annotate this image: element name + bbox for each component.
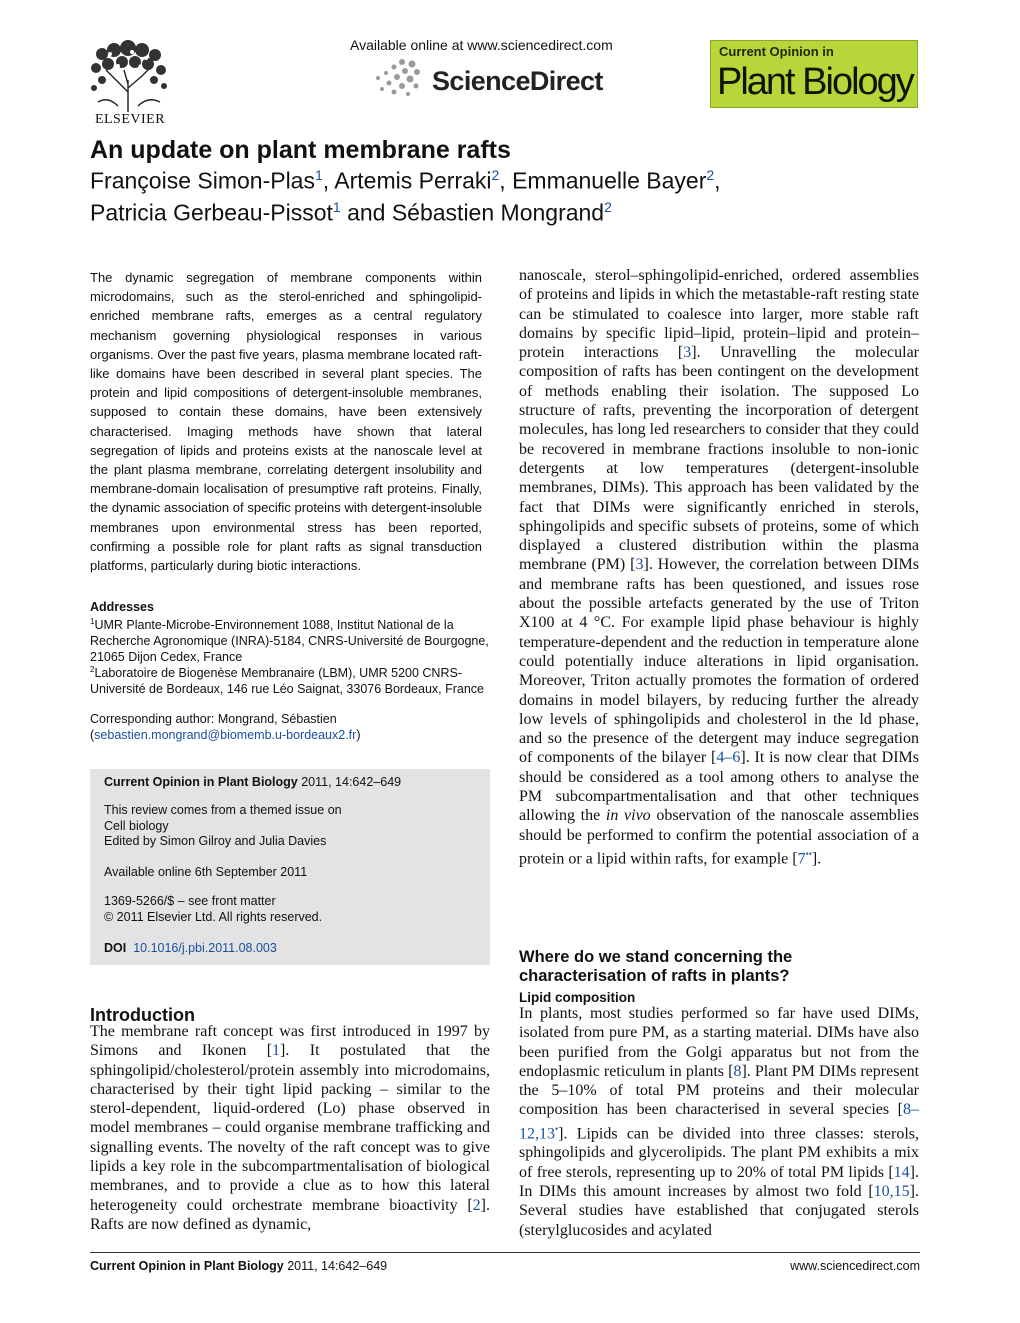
available-online-text[interactable]: Available online at www.sciencedirect.com	[350, 37, 613, 53]
citation-link[interactable]: 2	[472, 1196, 481, 1214]
corresponding-author-label: Corresponding author: Mongrand, Sébastien	[90, 712, 337, 726]
info-available-date: Available online 6th September 2011	[104, 865, 308, 879]
footer-citation	[90, 1259, 387, 1273]
intro-text-2: ]. It postulated that the sphingolipid/cholesterol/protein assembly into microdomains, characterised by their tight lipid packing – similar to the sterol-dependent, liquid-ordered (Lo) phase observed in model membranes – could organise membrane trafficking and signalling events. The novelty of the raft concept was to give lipids a key role in the subcompartmentalisation of biological membranes, and to provide a clue as to how this lateral heterogeneity could orchestrate membrane bioactivity [	[90, 1042, 491, 1214]
address-1-text: UMR Plante-Microbe-Environnement 1088, Institut National de la Recherche Agronomique (INRA)-5184, CNRS-Université de Bourgogne, 21065 Dijon Cedex, France	[90, 618, 489, 665]
l1-author-affiliation-1[interactable]: 2	[491, 167, 500, 183]
l1-author-affiliation-0[interactable]: 1	[314, 167, 323, 183]
introduction-heading: Introduction	[90, 1005, 195, 1025]
publisher-name: ELSEVIER	[94, 112, 166, 127]
journal-badge-title: Plant Biology	[717, 61, 913, 103]
citation-link[interactable]: 3	[683, 344, 692, 362]
doi-label: DOI	[104, 941, 127, 955]
right-text-3: ]. However, the correlation between DIMs and membrane rafts has been questioned, and issues rose about the possible artefacts generated by the use of Triton X100 at 4 °C. For example lipid phase behaviour is highly temperature-dependent and the reduction in temperature alone could potentially induce alterations in lipid organisation. Moreover, Triton actually promotes the formation of ordered domains in model bilayers, by reducing further the already low levels of sphingolipids and cholesterol in the ld phase, and so the presence of the detergent may induce segregation of components of the bilayer [	[519, 556, 920, 767]
citation-importance-marker: •	[555, 1123, 559, 1134]
citation-link[interactable]: 1	[272, 1042, 281, 1060]
right-text-italic: in vivo	[605, 807, 651, 825]
citation-importance-marker: ••	[805, 848, 812, 859]
info-issn: 1369-5266/$ – see front matter	[104, 894, 276, 908]
right-text-5: observation of the nanoscale assemblies should be performed to confirm the potential association of a protein or a lipid within rafts, for example [	[519, 807, 920, 868]
corresponding-author: Corresponding author: Mongrand, Sébastien (sebastien.mongrand@biomemb.u-bordeaux2.fr)	[90, 711, 490, 743]
footer-url[interactable]: www.sciencedirect.com	[790, 1259, 920, 1273]
abstract: The dynamic segregation of membrane components within microdomains, such as the sterol-enriched and sphingolipid-enriched membrane rafts, emerges as a central regulatory mechanism governing physiological responses in various organisms. Over the past five years, plasma membrane located raft-like domains have been described in several plant species. The protein and lipid compositions of detergent-insoluble membranes, supposed to contain these domains, have been extensively characterised. Imaging methods have shown that lateral segregation of lipids and proteins exists at the nanoscale level at the plant plasma membrane, correlating detergent insolubility and membrane-domain localisation of presumptive raft proteins. Finally, the dynamic association of specific proteins with detergent-insoluble membranes upon environmental stress has been reported, confirming a possible role for plant rafts as signal transduction platforms, particularly during biotic interactions.	[90, 270, 482, 574]
info-theme-line-2: Cell biology	[104, 819, 169, 833]
article-info-box	[90, 769, 490, 965]
l1-author-separator-0: ,	[322, 167, 335, 194]
address-2-text: Laboratoire de Biogenèse Membranaire (LBM), UMR 5200 CNRS-Université de Bordeaux, 146 rue Léo Saignat, 33076 Bordeaux, France	[90, 666, 485, 697]
info-citation: 2011, 14:642–649	[301, 775, 402, 789]
intro-text-1: The membrane raft concept was first introduced in 1997 by Simons and Ikonen [	[90, 1023, 490, 1060]
info-journal-citation	[104, 775, 401, 791]
doi-link[interactable]: 10.1016/j.pbi.2011.08.003	[133, 941, 277, 955]
citation-link[interactable]: 8	[733, 1062, 742, 1080]
right-column-paragraph	[519, 266, 919, 869]
citation-link[interactable]: 4–6	[716, 749, 741, 767]
authors-line-1	[90, 167, 721, 195]
address-2	[90, 662, 492, 697]
info-doi	[104, 941, 277, 957]
l1-author-1: Artemis Perraki	[334, 167, 492, 194]
intro-text-3: ]. Rafts are now defined as dynamic,	[90, 1196, 490, 1233]
citation-link[interactable]: 3	[635, 556, 644, 574]
l2-author-affiliation-1[interactable]: 2	[604, 199, 612, 215]
journal-badge	[710, 40, 918, 108]
citation-link[interactable]: 14	[893, 1163, 910, 1181]
l2-author-separator-0: and	[340, 199, 392, 226]
sciencedirect-dots-icon	[372, 58, 422, 98]
right-text-1: nanoscale, sterol–sphingolipid-enriched, ordered assemblies of proteins and lipids in which the metastable-raft resting state can be stimulated to coalesce into larger, more stable raft domains by specific lipid–lipid, protein–lipid and protein–protein interactions [	[519, 267, 919, 362]
addresses-heading: Addresses	[90, 600, 154, 614]
l2-author-affiliation-0[interactable]: 1	[332, 199, 341, 215]
l1-author-separator-2: ,	[714, 167, 721, 194]
sciencedirect-wordmark: ScienceDirect	[432, 66, 603, 96]
l1-author-0: Françoise Simon-Plas	[90, 167, 315, 194]
right-text-2: ]. Unravelling the molecular composition of rafts has been contingent on the development of methods enabling their isolation. The supposed Lo structure of rafts, preventing the incorporation of detergent molecules, has long led researchers to consider that they could be recovered in membrane fractions insoluble to non-ionic detergents at low temperatures (detergent-insoluble membranes, DIMs). This approach has been validated by the fact that DIMs were significantly enriched in sterols, sphingolipids and specific subsets of proteins, some of which displayed a clustered distribution within the plasma membrane (PM) [	[519, 344, 919, 574]
address-1-marker: 1	[90, 617, 95, 626]
address-2-marker: 2	[90, 665, 95, 674]
section-heading: Where do we stand concerning the characterisation of rafts in plants?	[519, 948, 793, 985]
info-editors: Edited by Simon Gilroy and Julia Davies	[104, 834, 327, 848]
journal-badge-series: Current Opinion in	[719, 44, 834, 59]
l1-author-affiliation-2[interactable]: 2	[706, 167, 715, 183]
l2-author-0: Patricia Gerbeau-Pissot	[90, 199, 333, 226]
corresponding-email-link[interactable]: sebastien.mongrand@biomemb.u-bordeaux2.fr	[94, 728, 357, 742]
lipid-text-3: ]. Lipids can be divided into three classes: sterols, sphingolipids and glycerolipids. The plant PM exhibits a mix of free sterols, representing up to 20% of total PM lipids [	[519, 1125, 919, 1181]
article-title: An update on plant membrane rafts	[90, 136, 511, 164]
l1-author-2: Emmanuelle Bayer	[512, 167, 707, 194]
authors-line-2	[90, 199, 612, 227]
citation-link[interactable]: 7	[797, 850, 806, 868]
lipid-text-1: In plants, most studies performed so far have used DIMs, isolated from pure PM, as a starting material. DIMs have also been purified from the Golgi apparatus but not from the endoplasmic reticulum in plants [	[519, 1005, 919, 1080]
right-text-6: ].	[811, 850, 822, 868]
info-journal-name: Current Opinion in Plant Biology	[104, 775, 298, 789]
lipid-text-4: ]. In DIMs this amount increases by almost two fold [	[519, 1163, 919, 1200]
l2-author-1: Sébastien Mongrand	[391, 199, 605, 226]
footer-divider	[90, 1252, 920, 1253]
introduction-paragraph	[90, 1022, 490, 1234]
citation-link[interactable]: 10,15	[873, 1183, 910, 1200]
lipid-text-2: ]. Plant PM DIMs represent the 5–10% of total PM proteins and their molecular composition has been characterised in several species [	[519, 1062, 920, 1119]
lipid-composition-paragraph	[519, 1004, 919, 1240]
right-text-4: ]. It is now clear that DIMs should be considered as a tool among others to analyse the PM subcompartmentalisation and that other techniques allowing the	[519, 749, 919, 825]
info-copyright: © 2011 Elsevier Ltd. All rights reserved.	[104, 910, 323, 924]
citation-link[interactable]: 8–12,13	[519, 1101, 919, 1143]
l1-author-separator-1: ,	[499, 167, 513, 194]
address-1	[90, 614, 492, 665]
info-theme-line-1: This review comes from a themed issue on	[104, 803, 342, 817]
subsection-heading: Lipid composition	[519, 990, 636, 1005]
footer-volume: 2011, 14:642–649	[287, 1259, 388, 1273]
lipid-text-5: ]. Several studies have established that conjugated sterols (sterylglucosides and acylated	[519, 1183, 919, 1239]
footer-journal: Current Opinion in Plant Biology	[90, 1259, 284, 1273]
